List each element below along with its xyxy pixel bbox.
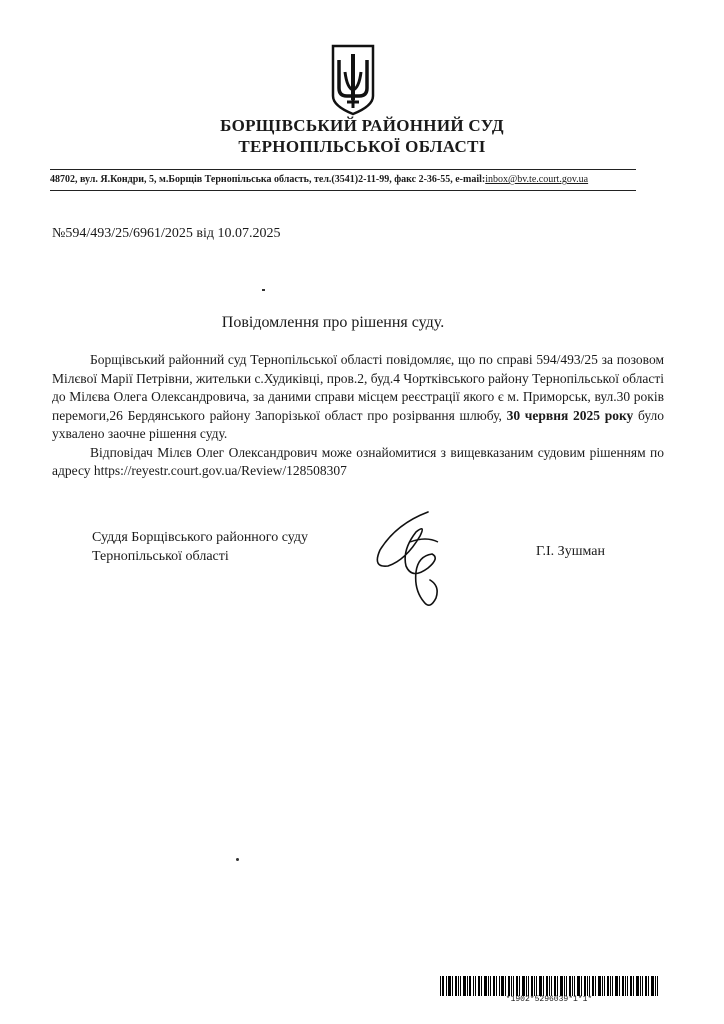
court-name-line2: ТЕРНОПІЛЬСЬКОЇ ОБЛАСТІ — [238, 137, 486, 156]
barcode-icon — [440, 976, 658, 996]
header-divider-bottom — [50, 190, 636, 191]
judge-name: Г.І. Зушман — [536, 544, 605, 559]
handwritten-signature-icon — [366, 506, 466, 616]
registration-number: №594/493/25/6961/2025 від 10.07.2025 — [52, 226, 281, 241]
notice-paragraph-1 — [52, 351, 664, 444]
paragraph1-text-end: було ухвалено заочне рішення суду. — [52, 407, 664, 441]
notice-body — [52, 351, 664, 481]
address-text: 48702, вул. Я.Кондри, 5, м.Борщів Тернопільська область, тел.(3541)2-11-99, факс 2-36-55, e-mail: — [50, 174, 486, 185]
document-heading: Повідомлення про рішення суду. — [221, 314, 445, 331]
notice-paragraph-2: Відповідач Мілєв Олег Олександрович може ознайомитися з вищевказаним судовим рішенням по адресу https://reyestr.court.gov.ua/Review/128508307 — [52, 444, 664, 478]
judge-title-line2: Тернопільської області — [92, 549, 229, 564]
judge-title-line1: Суддя Борщівського районного суду — [92, 530, 308, 545]
paragraph1-text: Борщівський районний суд Тернопільської області повідомляє, що по справі 594/493/25 за позовом Мілєвої Марії Петрівни, жительки с.Худиківці, пров.2, буд.4 Чортківського району Тернопільської області до Мілєва Олега Олександровича, за даними справи місцем реєстрації якого є м. Приморськ, вул.30 років перемоги,26 Бердянського району Запорізької област про розірвання шлюбу, — [52, 352, 665, 423]
tryzub-emblem-icon — [329, 44, 377, 116]
scan-speck — [262, 289, 265, 291]
court-email[interactable]: inbox@bv.te.court.gov.ua — [485, 174, 589, 185]
decision-date: 30 червня 2025 року — [506, 407, 634, 423]
barcode-number: *1902*5296039*1*1* — [505, 995, 593, 1004]
header-divider-top — [50, 169, 636, 170]
court-name-line1: БОРЩІВСЬКИЙ РАЙОННИЙ СУД — [220, 116, 504, 135]
court-address — [50, 174, 650, 185]
scan-speck — [236, 858, 239, 861]
judge-title — [92, 528, 308, 566]
